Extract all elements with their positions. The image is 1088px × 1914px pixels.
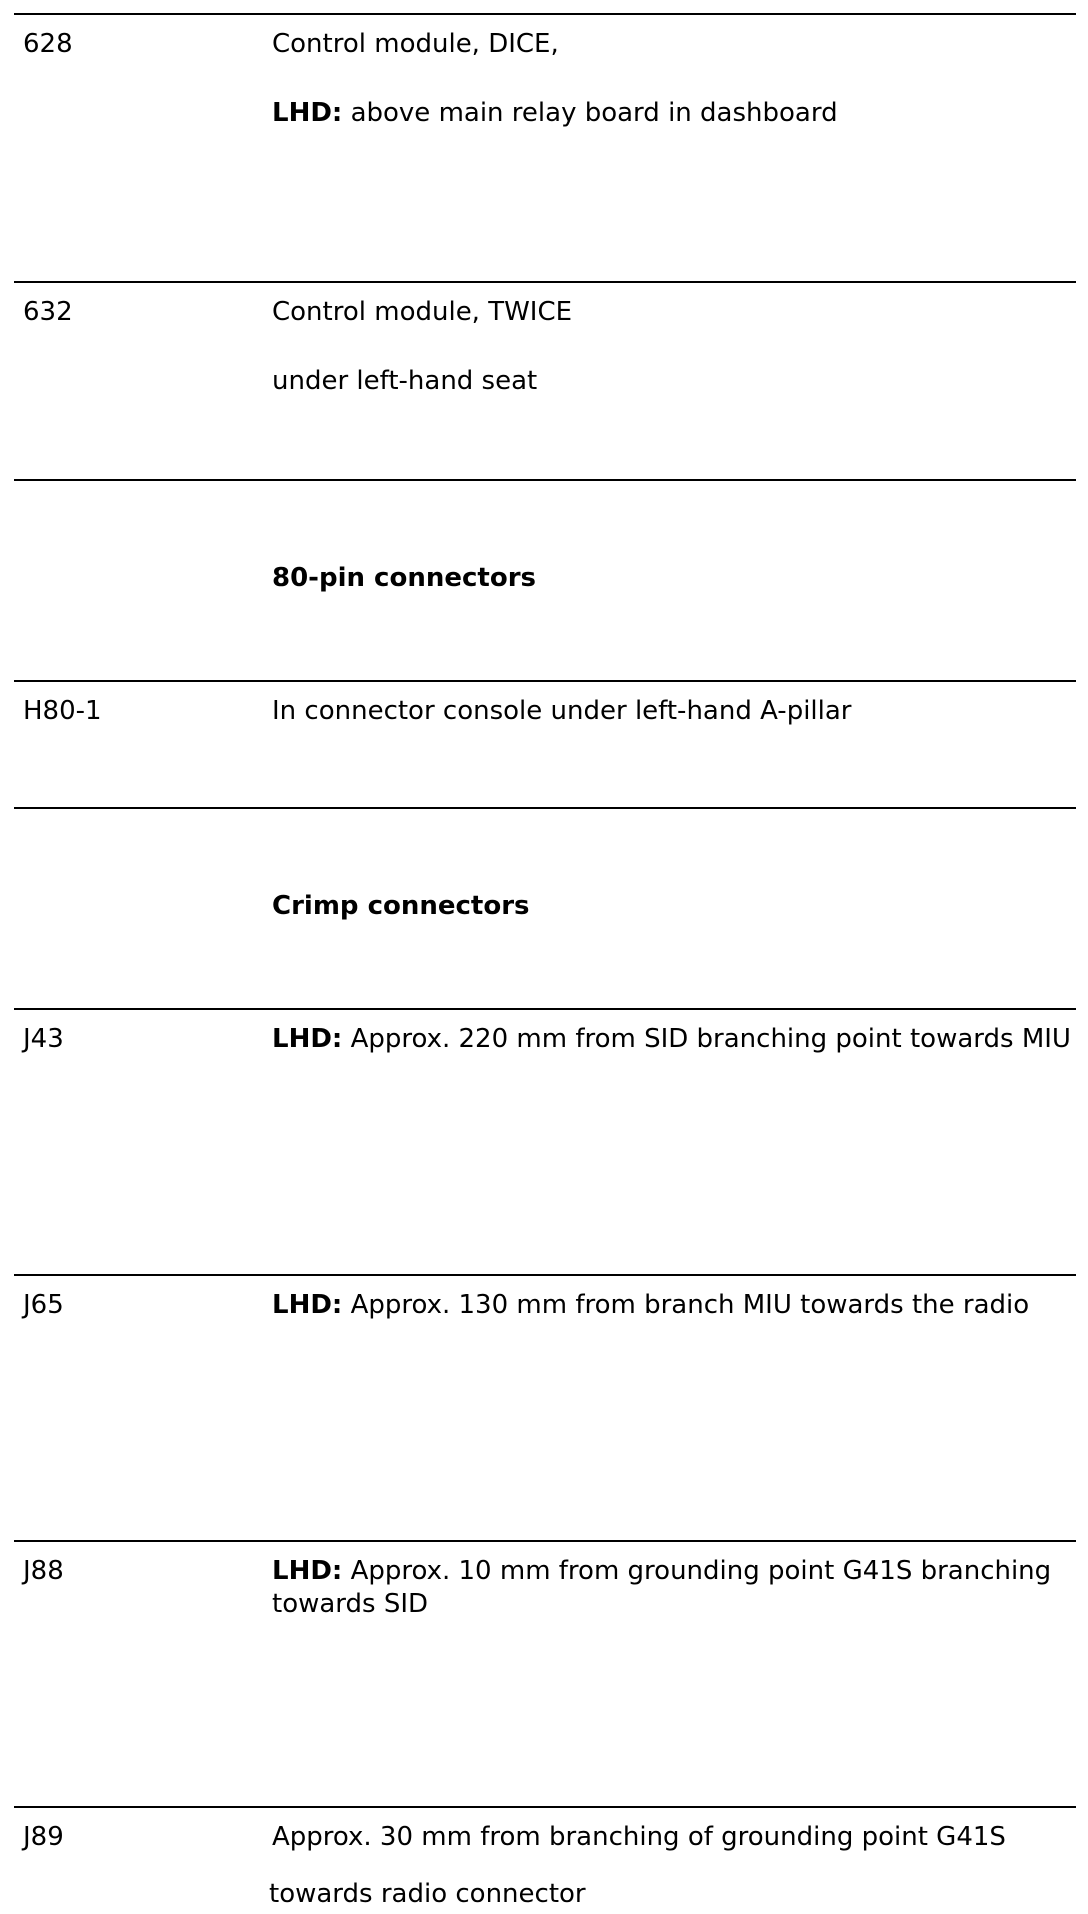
description-line: Control module, DICE, [272,29,559,59]
component-code: J89 [23,1822,64,1852]
description-line [272,1289,1072,1322]
section-divider [14,807,1076,809]
table-row-j88 [14,1540,1076,1806]
component-description [269,1821,1076,1911]
section-heading-80-pin: 80-pin connectors [272,563,536,593]
location-text: Approx. 130 mm from branch MIU towards the radio [350,1290,1030,1320]
table-row-j89 [14,1806,1076,1914]
location-text: above main relay board in dashboard [350,98,838,128]
description-line: Approx. 30 mm from branching of grounding point G41S [272,1822,1006,1852]
component-description [272,1289,1072,1322]
component-code: J65 [23,1290,64,1320]
lhd-label: LHD: [272,1290,343,1320]
component-description [272,1555,1072,1621]
component-code: H80-1 [23,696,102,726]
component-code: 628 [23,29,73,59]
lhd-label: LHD: [272,98,343,128]
component-description [272,296,1072,398]
description-line: towards radio connector [269,1879,586,1909]
location-text: Approx. 10 mm from grounding point G41S branching towards SID [272,1556,1052,1619]
location-text: Approx. 220 mm from SID branching point towards MIU [350,1024,1071,1054]
table-row-632 [14,281,1076,479]
lhd-label: LHD: [272,1556,343,1586]
section-heading-crimp: Crimp connectors [272,891,530,921]
table-row-h80-1 [14,680,1076,807]
lhd-label: LHD: [272,1024,343,1054]
description-line: under left-hand seat [272,366,538,396]
section-divider [14,479,1076,481]
description-line [272,1023,1072,1056]
component-description [272,1023,1072,1056]
description-line [272,1555,1072,1621]
description-line: Control module, TWICE [272,297,573,327]
component-code: 632 [23,297,73,327]
table-row-j65 [14,1274,1076,1540]
table-row-628 [14,13,1076,281]
component-code: J43 [23,1024,64,1054]
table-row-j43 [14,1008,1076,1274]
component-code: J88 [23,1556,64,1586]
description-line [272,97,1072,130]
component-description [272,695,1072,728]
component-description [272,28,1072,130]
description-line: In connector console under left-hand A-pillar [272,696,852,726]
